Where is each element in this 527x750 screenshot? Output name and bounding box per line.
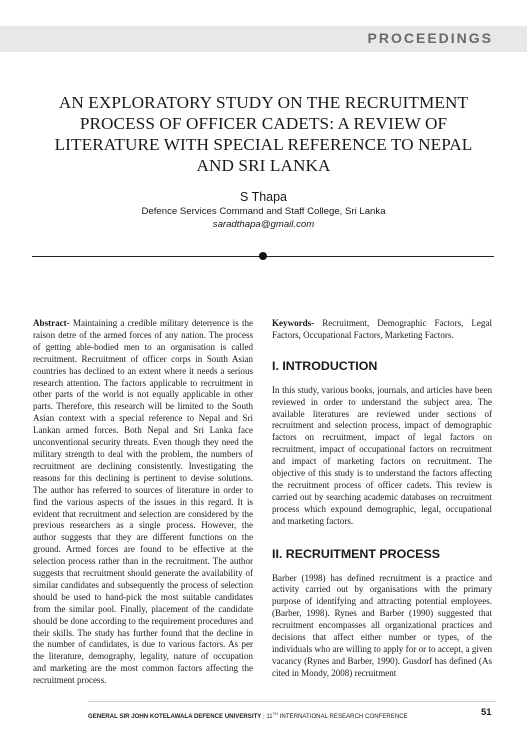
section-heading-introduction: I. INTRODUCTION [272,358,378,373]
footer-separator: | [263,713,265,721]
page-number: 51 [481,707,492,718]
recruitment-process-text: Barber (1998) has defined recruitment is a practice and activity carried out by organisations with the primary purpose of identifying and attracting potential employees. (Barber, 1998). Rynes and Barber (1990) suggested that recruitment encompasses all organizational practices and decisions that affect either number or types, of the individuals who are willing to apply for or to accept, a given vacancy (Rynes and Barber, 1990). Gusdorf has defined (As cited in Mondy, 2008) recruitment [272,572,492,678]
left-column [33,318,253,687]
divider-dot [259,252,267,260]
introduction-text: In this study, various books, journals, and articles have been reviewed in order to understand the subject area. The available literatures are reviewed under sections of recruitment and selection process, impact of demographic factors on recruitment, impact of legal factors on recruitment, impact of occupational factors on recruitment and impact of marketing factors on recruitment. The objective of this study is to understand the factors affecting the recruitment process of officer cadets. This review is carried out by searching academic databases on recruitment process which expound demographic, legal, occupational and marketing factors. [272,384,492,526]
abstract-text: Maintaining a credible military deterrence is the raison detre of the armed forces of any nation. The process of getting able-bodied men to an organisation is called recruitment. Recruitment of officer corps in South Asian countries has declined to an extent where it needs a serious research attention. The factors applicable to recruitment in other parts of the world is not equally applicable in other parts. Therefore, this research will be limited to the South Asian context with a special reference to Nepal and Sri Lankan armed forces. Both Nepal and Sri Lanka face unconventional security threats. Even though they need the military strength to deal with the problem, the numbers of recruitment are declining consistently. Investigating the reasons for this declining is pertinent to devise solutions. The author has referred to sources of literature in order to find the various aspects of the issues in this regard. It is evident that recruitment and selection are considered by the previous researchers as a single process. However, the author suggests that they are different functions on the ground. Armed forces are found to be effective at the selection process rather than in the recruitment. The author suggests that recruitment should generate the availability of similar candidates and subsequently the process of selection should be used to hand-pick the most suitable candidates from the similar pool. Finally, placement of the candidate should be done according to the requirement procedures and their skills. The study has further found that the decline in the number of candidates, is due to various factors. As per the literature, demography, legality, nature of occupation and marketing are the most common factors affecting the recruitment process. [33,318,254,686]
author-email[interactable]: saradthapa@gmail.com [212,219,315,230]
author-name: S Thapa [239,190,288,204]
abstract-label: Abstract- [33,318,70,328]
footer-conf-superscript: TH [272,711,279,716]
section-heading-recruitment-process: II. RECRUITMENT PROCESS [272,546,440,561]
footer-rule [88,701,496,702]
author-affiliation: Defence Services Command and Staff College, Sri Lanka [141,206,386,217]
proceedings-label: PROCEEDINGS [367,30,493,46]
keywords-paragraph [272,318,492,342]
abstract-paragraph [33,318,253,687]
paper-title: AN EXPLORATORY STUDY ON THE RECRUITMENT PROCESS OF OFFICER CADETS: A REVIEW OF LITERATURE WITH SPECIAL REFERENCE TO NEPAL AND SRI LANKA [54,93,473,175]
footer-conf-number: 11 [266,713,273,721]
footer-conf-title: INTERNATIONAL RESEARCH CONFERENCE [279,713,408,721]
footer-conference [88,711,408,720]
keywords-text: Recruitment, Demographic Factors, Legal Factors, Occupational Factors, Marketing Factors. [272,318,492,340]
right-column [272,318,492,680]
keywords-label: Keywords- [272,318,315,328]
footer-university: GENERAL SIR JOHN KOTELAWALA DEFENCE UNIVERSITY [88,713,262,721]
